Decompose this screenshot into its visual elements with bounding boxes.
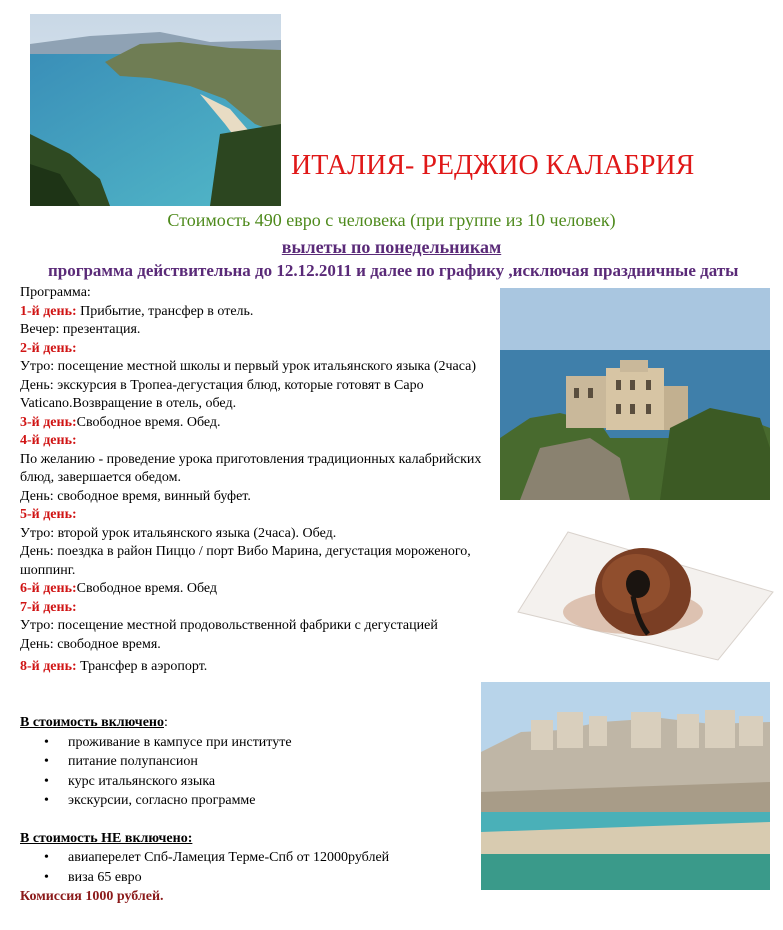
list-item: • проживание в кампусе при институте <box>20 733 480 753</box>
included-colon: : <box>163 715 168 730</box>
day3-label: 3-й день: <box>20 414 77 430</box>
validity-line: программа действительна до 12.12.2011 и далее по графику ,исключая праздничные даты <box>48 261 739 280</box>
day5-day: День: поездка в район Пиццо / порт Вибо Марина, дегустация мороженого, шоппинг. <box>20 544 471 578</box>
day2-morning: Утро: посещение местной школы и первый урок итальянского языка (2часа) <box>20 359 477 374</box>
day6 <box>20 580 505 599</box>
day1 <box>20 303 505 322</box>
price-line: Стоимость 490 евро с человека (при группе из 10 человек) <box>167 210 616 230</box>
included-list <box>20 733 480 811</box>
page-title: ИТАЛИЯ- РЕДЖИО КАЛАБРИЯ <box>291 150 695 181</box>
day4-wish: По желанию - проведение урока приготовления традиционных калабрийских блюд, завершается обедом. <box>20 451 482 485</box>
day1-evening: Вечер: презентация. <box>20 322 141 337</box>
cliff-town-photo <box>481 682 770 890</box>
day6-text: Свободное время. Обед <box>76 581 218 596</box>
day7-day: День: свободное время. <box>20 636 161 652</box>
list-item: • виза 65 евро <box>20 868 480 888</box>
day2-day: День: экскурсия в Тропеа-дегустация блюд, которые готовят в Capo Vaticano.Возвращение в отель, обед. <box>20 377 424 411</box>
day6-label: 6-й день: <box>20 581 77 596</box>
list-item: • авиаперелет Спб-Ламеция Терме-Спб от 12000рублей <box>20 848 480 868</box>
commission-note: Комиссия 1000 рублей. <box>20 889 164 904</box>
list-item: • экскурсии, согласно программе <box>20 791 480 811</box>
day3 <box>20 414 505 433</box>
not-included-heading: В стоимость НЕ включено: <box>20 830 193 846</box>
day4-label: 4-й день: <box>20 433 77 448</box>
list-item: • питание полупансион <box>20 752 480 772</box>
day7-morning: Утро: посещение местной продовольственной фабрики с дегустацией <box>20 618 438 633</box>
list-item: • курс итальянского языка <box>20 772 480 792</box>
day8-text: Трансфер в аэропорт. <box>76 659 208 674</box>
not-included-list <box>20 848 480 887</box>
day5-morning: Утро: второй урок итальянского языка (2часа). Обед. <box>20 525 337 541</box>
day7-label: 7-й день: <box>20 599 77 615</box>
included-heading: В стоимость включено <box>20 715 164 730</box>
coastline-photo <box>30 14 281 206</box>
day3-text: Свободное время. Обед. <box>76 414 221 430</box>
flights-line: вылеты по понедельникам <box>281 237 502 257</box>
dessert-photo <box>508 512 776 662</box>
castle-photo <box>500 288 770 500</box>
day1-text: Прибытие, трансфер в отель. <box>76 303 254 319</box>
program-heading: Программа: <box>20 285 91 300</box>
included-heading-line <box>20 713 480 733</box>
day2-label: 2-й день: <box>20 340 77 356</box>
day1-label: 1-й день: <box>20 303 77 319</box>
program-section <box>20 284 505 677</box>
spacer <box>20 811 480 829</box>
day4-day: День: свободное время, винный буфет. <box>20 488 251 504</box>
day8-label: 8-й день: <box>20 659 77 674</box>
day5-label: 5-й день: <box>20 507 77 522</box>
pricing-details <box>20 713 480 907</box>
day8 <box>20 658 505 677</box>
